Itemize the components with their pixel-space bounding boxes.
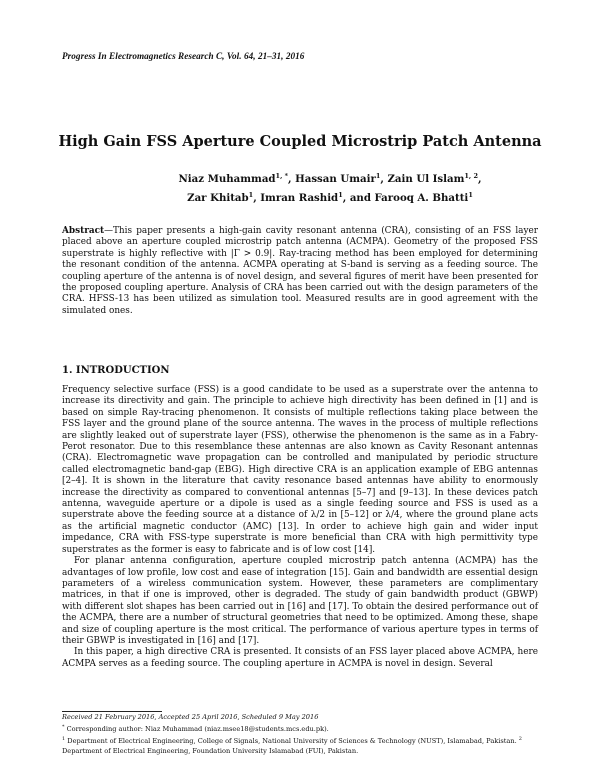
footnotes <box>62 712 538 756</box>
author-name: Niaz Muhammad <box>178 173 276 185</box>
author-affiliation-mark: 1 <box>338 191 343 199</box>
author-list: Niaz Muhammad$^{1, *}$, Hassan Umair$^1$, Zain Ul Islam$^{1, 2}$, Zar Khitab$^1$, Imran Rashid$^1$, and Farooq A. Bhatti$^1$ <box>178 172 482 204</box>
author-name: Zain Ul Islam <box>387 173 465 185</box>
paragraph: In this paper, a high directive CRA is presented. It consists of an FSS layer placed above ACMPA, here ACMPA serves as a feeding source. The coupling aperture in ACMPA is novel in design. Several <box>62 647 538 669</box>
author-name: Hassan Umair <box>295 173 376 185</box>
author-affiliation-mark: 1 <box>248 191 254 199</box>
abstract-text: —This paper presents a high-gain cavity resonant antenna (CRA), consisting of an FSS layer placed above an aperture coupled microstrip patch antenna (ACMPA). Geometry of the proposed FSS superstrate is highly reflective with |Γ > 0.9|. Ray-tracing method has been employed for determining the resonant condition of the antenna. ACMPA operating at S-band is serving as a feeding source. The coupling aperture of the antenna is of novel design, and several figures of merit have been presented for the proposed coupling aperture. Analysis of CRA has been carried out with the design parameters of the CRA. HFSS-13 has been utilized as simulation tool. Measured results are in good agreement with the simulated ones. <box>62 226 538 316</box>
paragraph: For planar antenna configuration, aperture coupled microstrip patch antenna (ACMPA) has the advantages of low profile, low cost and ease of integration [15]. Gain and bandwidth are essential design parameters of a wireless communication system. However, these parameters are complimentary matrices, in that if one is improved, other is degraded. The study of gain bandwidth product (GBWP) with different slot shapes has been carried out in [16] and [17]. To obtain the desired performance out of the ACMPA, there are a number of structural geometries that need to be optimized. Among these, shape and size of coupling aperture is the most critical. The performance of various aperture types in terms of their GBWP is investigated in [16] and [17]. <box>62 556 538 646</box>
paragraph: Frequency selective surface (FSS) is a good candidate to be used as a superstrate over the antenna to increase its directivity and gain. The principle to achieve high directivity has been defined in [1] and is based on simple Ray-tracing phenomenon. It consists of multiple reflections taking place between the FSS layer and the ground plane of the source antenna. The waves in the process of multiple reflections are slightly leaked out of superstrate layer (FSS), otherwise the phenomenon is the same as in a Fabry-Perot resonator. Due to this resemblance these antennas are also known as Cavity Resonant antennas (CRA). Electromagnetic wave propagation can be controlled and manipulated by periodic structure called electromagnetic band-gap (EBG). High directive CRA is an application example of EBG antennas [2–4]. It is shown in the literature that cavity resonance based antennas have ability to enormously increase the directivity as compared to conventional antennas [5–7] and [9–13]. In these devices patch antenna, waveguide aperture or a dipole is used as a single feeding source and FSS is used as a superstrate above the feeding source at a distance of λ/2 in [5–12] or λ/4, where the ground plane acts as the artificial magnetic conductor (AMC) [13]. In order to achieve high gain and wider input impedance, CRA with FSS-type superstrate is more beneficial than CRA with high permittivity type superstrates as the former is easy to fabricate and is of low cost [14]. <box>62 385 538 555</box>
section-heading: 1. INTRODUCTION <box>62 365 170 376</box>
author-affiliation-mark: 1 <box>468 191 473 199</box>
author-name: Zar Khitab <box>187 192 249 204</box>
body-text <box>62 385 538 670</box>
author-conjunction: and <box>349 192 371 204</box>
abstract-label: Abstract <box>62 226 105 236</box>
author-affiliation-mark: 1, 2 <box>464 172 478 180</box>
author-affiliation-mark: 1 <box>375 172 381 180</box>
received-dates: Received 21 February 2016, Accepted 25 April 2016, Scheduled 9 May 2016 <box>62 713 319 721</box>
author-name: Imran Rashid <box>260 192 339 204</box>
paper-title: High Gain FSS Aperture Coupled Microstrip Patch Antenna <box>58 133 542 150</box>
journal-header: Progress In Electromagnetics Research C, Vol. 64, 21–31, 2016 <box>62 51 305 61</box>
corresponding-author-note: * Corresponding author: Niaz Muhammad (niaz.msee18@students.mcs.edu.pk). <box>62 724 329 733</box>
affiliation-note: $^1$ Department of Electrical Engineering, College of Signals, National University of Sciences & Technology (NUST), Islamabad, Pakistan. $^2$ Department of Electrical Engineering, Foundation University Islamabad (FUI), Pakistan. <box>62 736 522 755</box>
author-affiliation-mark: 1, * <box>275 172 288 180</box>
author-name: Farooq A. Bhatti <box>374 192 469 204</box>
abstract <box>62 226 538 317</box>
